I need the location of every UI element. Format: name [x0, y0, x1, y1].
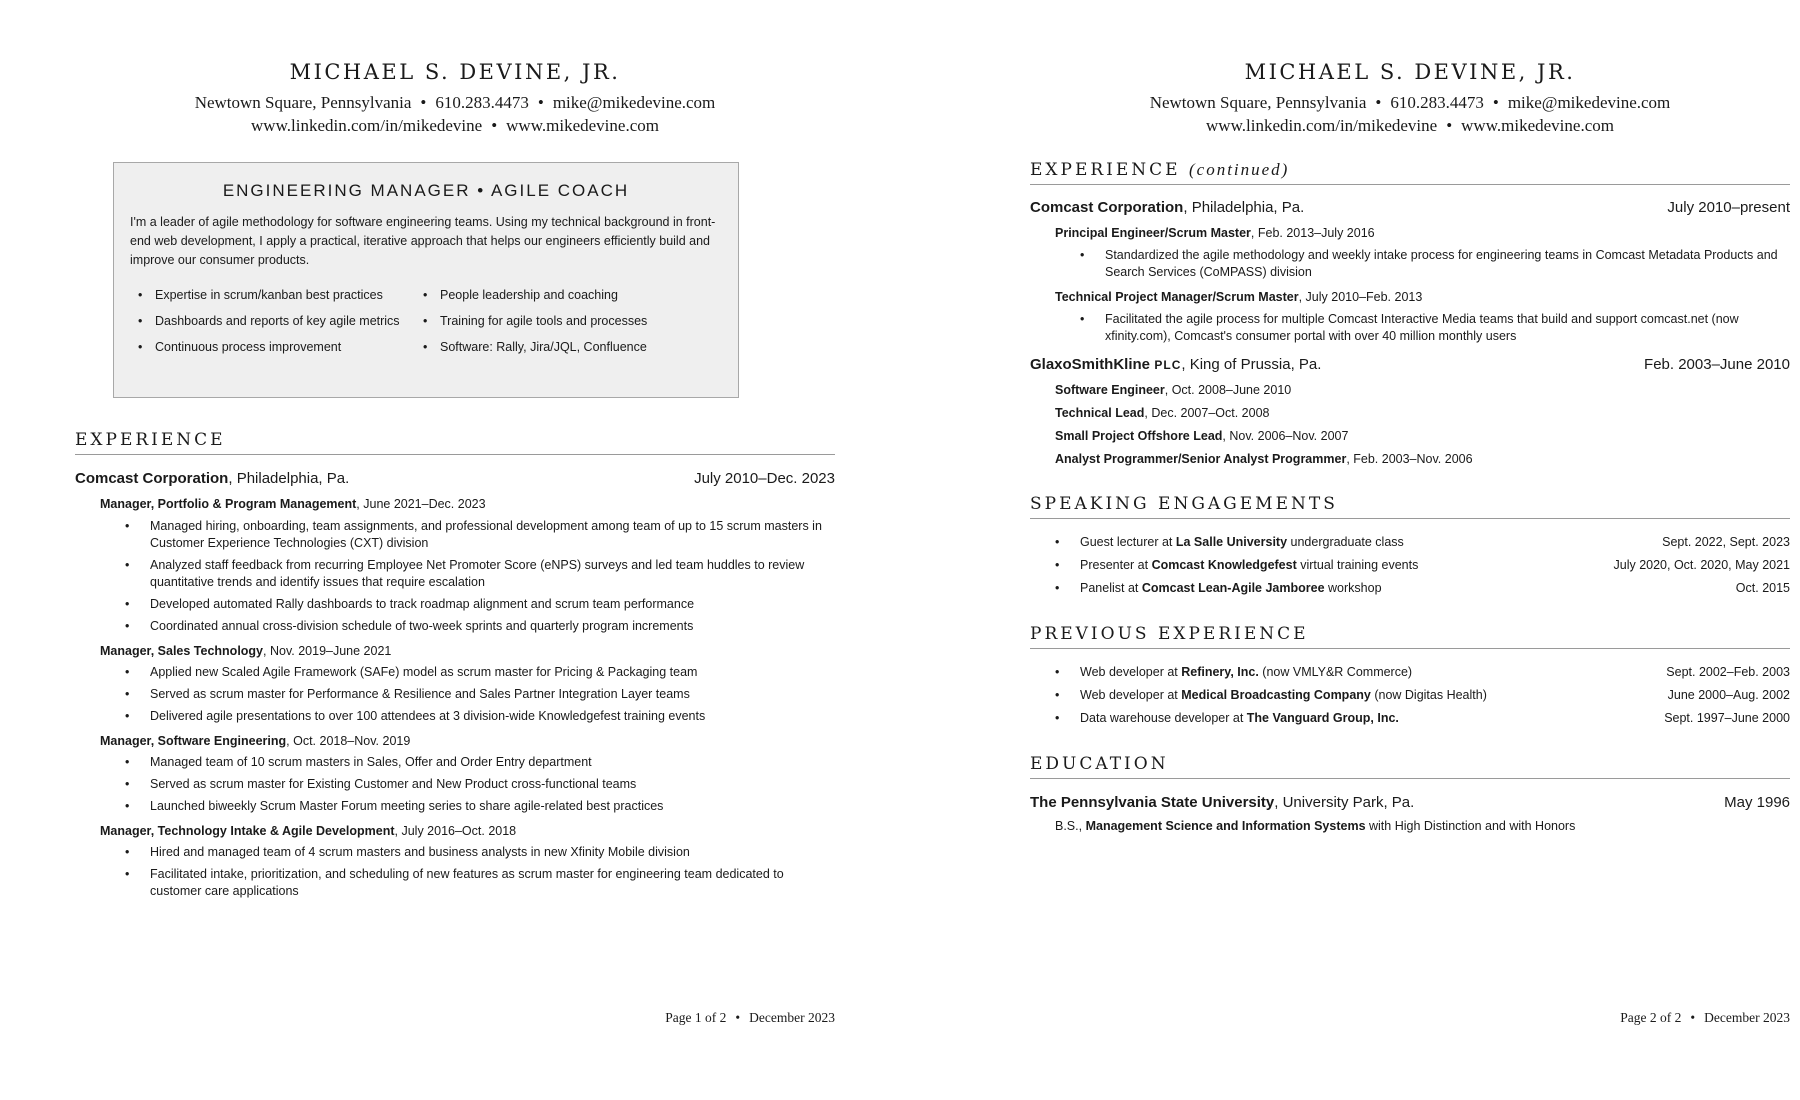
role-title: Software Engineer, Oct. 2008–June 2010: [1055, 383, 1292, 397]
section-heading-experience: EXPERIENCE: [75, 430, 835, 455]
role-title: Manager, Sales Technology, Nov. 2019–June 2021: [100, 644, 392, 658]
company-dates: Feb. 2003–June 2010: [1644, 356, 1790, 373]
summary-box: [113, 162, 739, 398]
speaking-item: • Guest lecturer at La Salle University undergraduate class Sept. 2022, Sept. 2023: [1030, 531, 1790, 554]
resume-name: MICHAEL S. DEVINE, JR.: [289, 60, 621, 84]
bullet-item: • Managed hiring, onboarding, team assignments, and professional development among team of up to 15 scrum masters in Customer Experience Technologies (CXT) division: [75, 518, 835, 552]
bullet-item: • Coordinated annual cross-division schedule of two-week sprints and quarterly program increments: [75, 618, 835, 635]
speaking-item: • Presenter at Comcast Knowledgefest virtual training events July 2020, Oct. 2020, May 2021: [1030, 554, 1790, 577]
phone[interactable]: 610.283.4473: [1390, 93, 1484, 112]
bullet-item: • Developed automated Rally dashboards to track roadmap alignment and scrum team performance: [75, 596, 835, 613]
section-heading-experience-continued: EXPERIENCE (continued): [1030, 160, 1790, 185]
bullet-item: • Served as scrum master for Existing Customer and New Product cross-functional teams: [75, 776, 835, 793]
page-footer: Page 2 of 2 • December 2023: [1620, 1010, 1790, 1025]
bullet-item: • Launched biweekly Scrum Master Forum meeting series to share agile-related best practices: [75, 798, 835, 815]
bullet-item: • Managed team of 10 scrum masters in Sales, Offer and Order Entry department: [75, 754, 835, 771]
contact-line-1: Newtown Square, Pennsylvania • 610.283.4473 • mike@mikedevine.com: [194, 93, 716, 112]
section-heading-previous: PREVIOUS EXPERIENCE: [1030, 624, 1790, 649]
company-comcast: [75, 470, 835, 487]
school-name: The Pennsylvania State University: [1030, 794, 1275, 811]
previous-list: [1030, 661, 1790, 730]
role-title: Manager, Portfolio & Program Management, June 2021–Dec. 2023: [100, 497, 486, 511]
speaking-item: • Panelist at Comcast Lean-Agile Jamboree workshop Oct. 2015: [1030, 577, 1790, 600]
role-bullets: [75, 518, 835, 635]
bullet-item: • Applied new Scaled Agile Framework (SAFe) model as scrum master for Pricing & Packaging team: [75, 664, 835, 681]
degree: B.S., Management Science and Information Systems with High Distinction and with Honors: [1055, 819, 1576, 833]
contact-line-2: www.linkedin.com/in/mikedevine • www.mikedevine.com: [251, 116, 659, 135]
summary-title: ENGINEERING MANAGER • AGILE COACH: [222, 181, 630, 200]
skills-list: [130, 282, 722, 360]
bullet-item: • Standardized the agile methodology and weekly intake process for engineering teams in Comcast Metadata Products and Search Services (CoMPASS) division: [1030, 247, 1790, 281]
page-footer: Page 1 of 2 • December 2023: [665, 1010, 835, 1025]
skill-item: • Training for agile tools and processes: [415, 308, 722, 334]
company-gsk: [1030, 356, 1790, 373]
role-bullets: [75, 754, 835, 815]
resume-page-1: [75, 0, 835, 1100]
skill-item: • Dashboards and reports of key agile metrics: [130, 308, 415, 334]
bullet-item: • Delivered agile presentations to over 100 attendees at 3 division-wide Knowledgefest training events: [75, 708, 835, 725]
contact-block: [75, 91, 835, 137]
company-suffix: PLC: [1150, 358, 1182, 372]
bullet-item: • Facilitated intake, prioritization, and scheduling of new features as scrum master for engineering team dedicated to customer care applications: [75, 866, 835, 900]
company-location: , Philadelphia, Pa.: [228, 470, 350, 487]
company-location: , Philadelphia, Pa.: [1183, 199, 1305, 216]
email-link[interactable]: mike@mikedevine.com: [552, 93, 716, 112]
resume-name: MICHAEL S. DEVINE, JR.: [1244, 60, 1576, 84]
linkedin-link[interactable]: www.linkedin.com/in/mikedevine: [251, 116, 483, 135]
role-bullets: [75, 844, 835, 900]
skill-item: • Continuous process improvement: [130, 334, 415, 360]
role-title: Principal Engineer/Scrum Master, Feb. 2013–July 2016: [1055, 226, 1375, 240]
bullet-item: • Facilitated the agile process for multiple Comcast Interactive Media teams that build and support comcast.net (now xfinity.com), Comcast's consumer portal with over 40 million monthly users: [1030, 311, 1790, 345]
previous-item: • Web developer at Refinery, Inc. (now VMLY&R Commerce) Sept. 2002–Feb. 2003: [1030, 661, 1790, 684]
section-heading-education: EDUCATION: [1030, 754, 1790, 779]
resume-page-2: [1030, 0, 1790, 1100]
skills-column-left: [130, 282, 415, 360]
skills-column-right: [415, 282, 722, 360]
role-title: Small Project Offshore Lead, Nov. 2006–Nov. 2007: [1055, 429, 1349, 443]
company-dates: July 2010–Dec. 2023: [694, 470, 835, 487]
website-link[interactable]: www.mikedevine.com: [506, 116, 659, 135]
bullet-item: • Analyzed staff feedback from recurring Employee Net Promoter Score (eNPS) surveys and led team huddles to review quantitative trends and identify issues that require escalation: [75, 557, 835, 591]
company-name: Comcast Corporation: [75, 470, 229, 487]
education-school: The Pennsylvania State University, University Park, Pa. May 1996: [1030, 794, 1790, 811]
website-link[interactable]: www.mikedevine.com: [1461, 116, 1614, 135]
role-title: Technical Project Manager/Scrum Master, July 2010–Feb. 2013: [1055, 290, 1423, 304]
location: Newtown Square, Pennsylvania: [194, 93, 412, 112]
graduation-date: May 1996: [1724, 794, 1790, 811]
contact-line-1: Newtown Square, Pennsylvania • 610.283.4473 • mike@mikedevine.com: [1149, 93, 1671, 112]
bullet-item: • Served as scrum master for Performance & Resilience and Sales Partner Integration Layer teams: [75, 686, 835, 703]
role-bullets: [1030, 247, 1790, 281]
role-title: Technical Lead, Dec. 2007–Oct. 2008: [1055, 406, 1270, 420]
company-name: GlaxoSmithKline: [1030, 356, 1151, 373]
role-title: Manager, Technology Intake & Agile Development, July 2016–Oct. 2018: [100, 824, 517, 838]
role-bullets: [75, 664, 835, 725]
role-title: Analyst Programmer/Senior Analyst Programmer, Feb. 2003–Nov. 2006: [1055, 452, 1473, 466]
company-name: Comcast Corporation: [1030, 199, 1184, 216]
phone[interactable]: 610.283.4473: [435, 93, 529, 112]
speaking-list: [1030, 531, 1790, 600]
company-dates: July 2010–present: [1667, 199, 1790, 216]
linkedin-link[interactable]: www.linkedin.com/in/mikedevine: [1206, 116, 1438, 135]
summary-text: I'm a leader of agile methodology for software engineering teams. Using my technical background in front-end web development, I apply a practical, iterative approach that helps our engineers efficiently build and improve our consumer products.: [130, 215, 716, 267]
location: Newtown Square, Pennsylvania: [1149, 93, 1367, 112]
section-heading-speaking: SPEAKING ENGAGEMENTS: [1030, 494, 1790, 519]
bullet-item: • Hired and managed team of 4 scrum masters and business analysts in new Xfinity Mobile division: [75, 844, 835, 861]
skill-item: • Expertise in scrum/kanban best practices: [130, 282, 415, 308]
role-title: Manager, Software Engineering, Oct. 2018–Nov. 2019: [100, 734, 411, 748]
company-location: , King of Prussia, Pa.: [1181, 356, 1322, 373]
contact-line-2: www.linkedin.com/in/mikedevine • www.mikedevine.com: [1206, 116, 1614, 135]
role-bullets: [1030, 311, 1790, 345]
previous-item: • Web developer at Medical Broadcasting Company (now Digitas Health) June 2000–Aug. 2002: [1030, 684, 1790, 707]
contact-block: [1030, 91, 1790, 137]
email-link[interactable]: mike@mikedevine.com: [1507, 93, 1671, 112]
company-comcast: [1030, 199, 1790, 216]
skill-item: • People leadership and coaching: [415, 282, 722, 308]
skill-item: • Software: Rally, Jira/JQL, Confluence: [415, 334, 722, 360]
previous-item: • Data warehouse developer at The Vanguard Group, Inc. Sept. 1997–June 2000: [1030, 707, 1790, 730]
